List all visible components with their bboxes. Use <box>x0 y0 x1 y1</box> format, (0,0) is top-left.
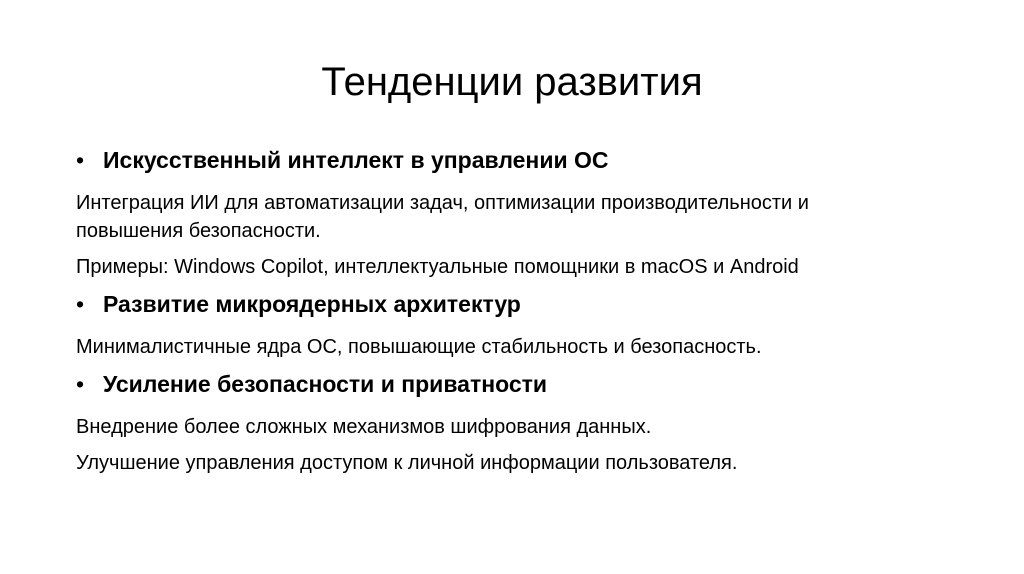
paragraph: повышения безопасности. <box>76 220 321 242</box>
paragraph: Примеры: Windows Copilot, интеллектуальные помощники в macOS и Android <box>76 256 799 278</box>
bullet-heading: Искусственный интеллект в управлении ОС <box>103 147 609 173</box>
bullet-heading: Развитие микроядерных архитектур <box>103 291 521 317</box>
paragraph: Интеграция ИИ для автоматизации задач, оптимизации производительности и <box>76 192 809 214</box>
bullet-icon: • <box>76 371 85 397</box>
bullet-item-security <box>76 369 976 405</box>
bullet-item-microkernel <box>76 289 976 325</box>
bullet-icon: • <box>76 147 85 173</box>
paragraph: Внедрение более сложных механизмов шифрования данных. <box>76 416 652 438</box>
paragraph: Минималистичные ядра ОС, повышающие стабильность и безопасность. <box>76 336 762 358</box>
bullet-item-ai <box>76 145 976 181</box>
bullet-icon: • <box>76 291 85 317</box>
slide-content <box>76 145 976 477</box>
paragraph: Улучшение управления доступом к личной информации пользователя. <box>76 452 738 474</box>
bullet-heading: Усиление безопасности и приватности <box>103 371 548 397</box>
slide-title: Тенденции развития <box>321 60 703 104</box>
